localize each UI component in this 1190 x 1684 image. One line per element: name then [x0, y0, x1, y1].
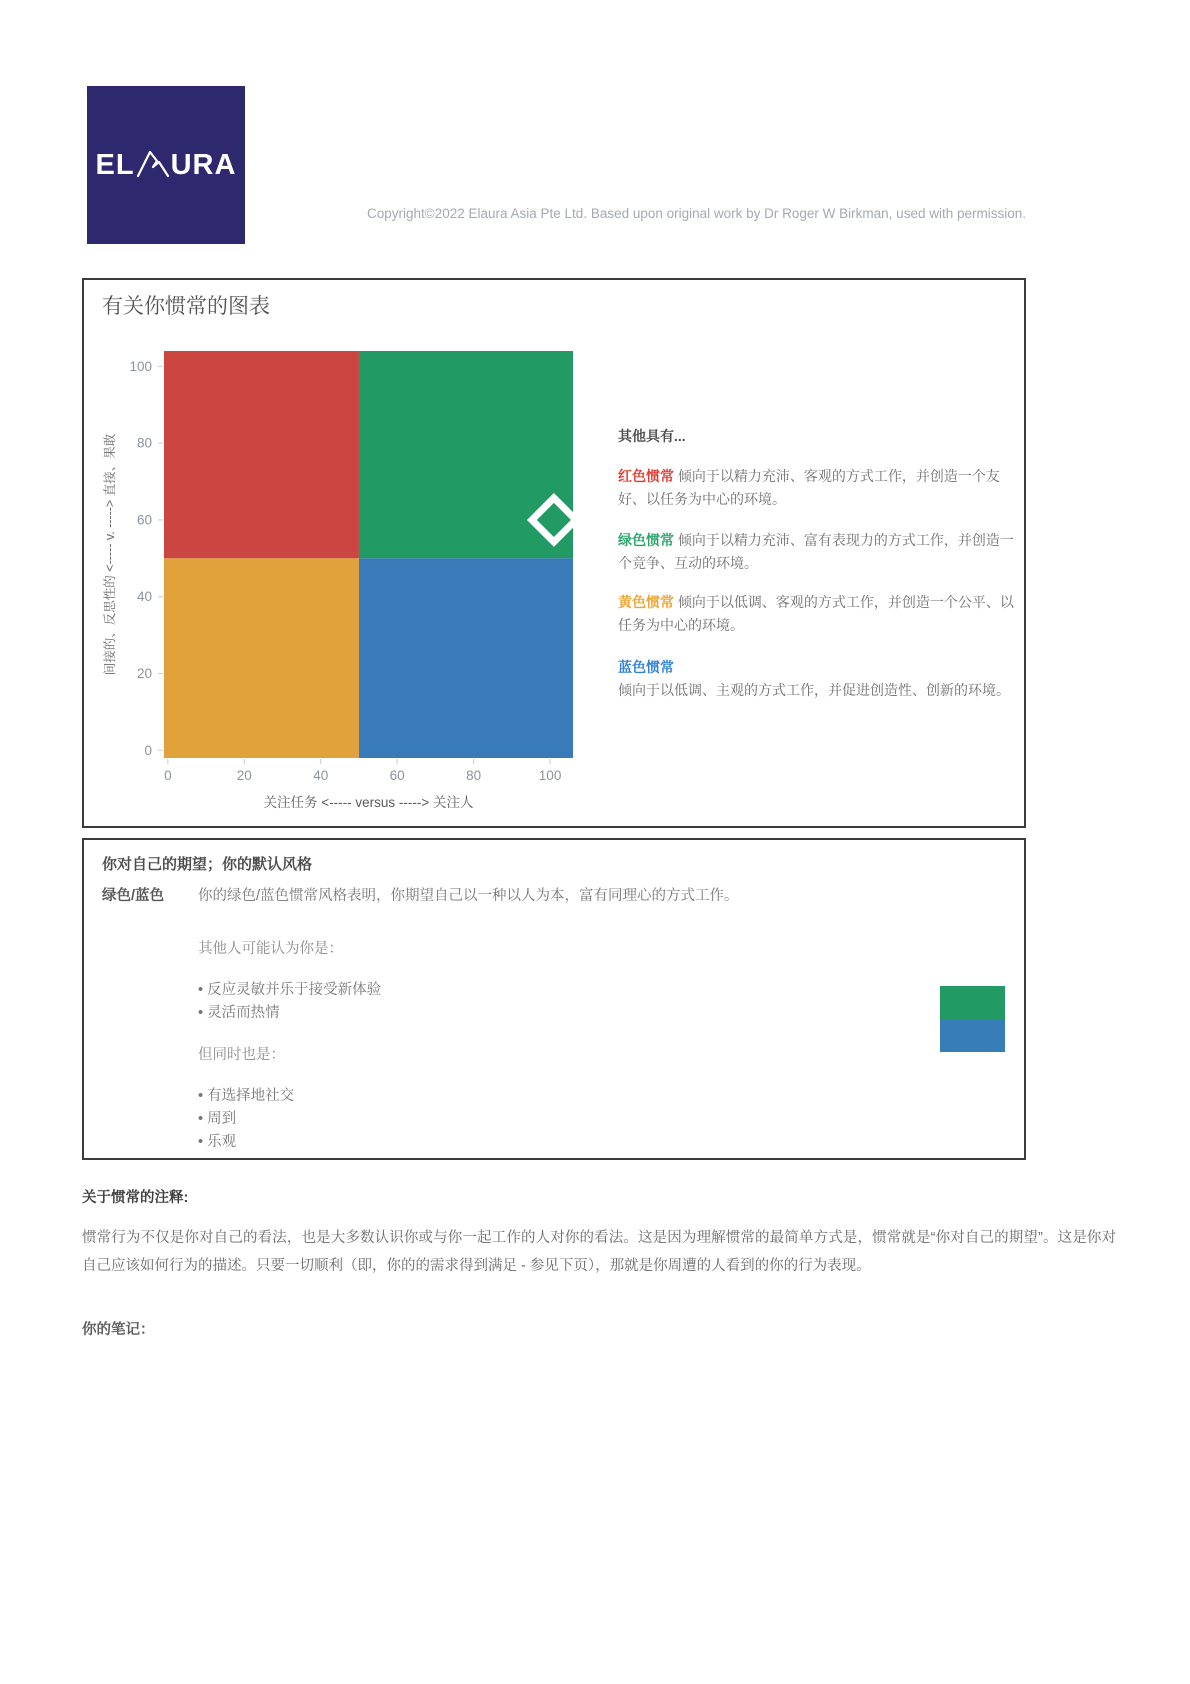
red-style-desc: 倾向于以精力充沛、客观的方式工作，并创造一个友好、以任务为中心的环境。: [618, 468, 1000, 507]
blue-style-label: 蓝色惯常: [618, 659, 674, 675]
y-axis-label: 间接的、反思性的 <----- v. -----> 直接、果敢: [103, 433, 117, 676]
green-color-swatch: [940, 986, 1005, 1019]
your-notes-label: 你的笔记：: [82, 1322, 155, 1338]
others-heading: 其他人可能认为你是：: [198, 941, 343, 957]
expectations-box: [82, 838, 1026, 1160]
yellow-style-label: 黄色惯常: [618, 594, 674, 610]
legend-heading: 其他具有...: [618, 428, 686, 444]
y-tick-label: 80: [136, 435, 152, 451]
yellow-style-desc: 倾向于以低调、客观的方式工作，并创造一个公平、以任务为中心的环境。: [618, 594, 1014, 633]
other-trait-item: • 周到: [198, 1107, 236, 1128]
y-tick-label: 100: [129, 358, 152, 374]
green-style-label: 绿色惯常: [618, 532, 674, 548]
style-row-text: 你的绿色/蓝色惯常风格表明，你期望自己以一种以人为本，富有同理心的方式工作。: [198, 888, 739, 904]
y-tick-label: 20: [136, 666, 152, 682]
y-tick-label: 0: [144, 742, 152, 758]
elaura-logo: [87, 86, 245, 244]
x-tick-label: 100: [538, 768, 562, 783]
x-tick-label: 0: [164, 768, 172, 783]
green-style-desc: 倾向于以精力充沛、富有表现力的方式工作，并创造一个竞争、互动的环境。: [618, 532, 1014, 571]
quadrant-chart: [84, 320, 644, 820]
other-trait-item: • 乐观: [198, 1130, 236, 1151]
copyright-line: Copyright©2022 Elaura Asia Pte Ltd. Based upon original work by Dr Roger W Birkman, used with permission.: [366, 206, 1026, 221]
blue-quadrant: [359, 558, 573, 758]
notes-heading: 关于惯常的注释:: [82, 1190, 189, 1206]
y-tick-label: 60: [136, 512, 152, 528]
yellow-quadrant: [164, 558, 359, 758]
elaura-logo-word: [96, 149, 237, 182]
x-tick-label: 40: [313, 768, 329, 783]
legend-item-blue: [618, 656, 1024, 702]
mountain-icon: [136, 148, 170, 178]
expectations-header: 你对自己的期望；你的默认风格: [102, 856, 313, 873]
chart-title: 有关你惯常的图表: [102, 295, 270, 318]
positive-trait-item: • 反应灵敏并乐于接受新体验: [198, 978, 381, 999]
y-tick-label: 40: [136, 589, 152, 605]
red-quadrant: [164, 351, 359, 558]
red-style-label: 红色惯常: [618, 468, 674, 484]
legend-item-yellow: [618, 591, 1024, 637]
logo-text-pre: EL: [95, 148, 135, 181]
logo-text-post: URA: [170, 148, 237, 181]
blue-style-desc: 倾向于以低调、主观的方式工作，并促进创造性、创新的环境。: [618, 682, 1010, 698]
other-trait-item: • 有选择地社交: [198, 1084, 294, 1105]
x-tick-label: 20: [236, 768, 252, 783]
x-tick-label: 80: [466, 768, 482, 783]
style-row-label: 绿色/蓝色: [102, 888, 165, 904]
x-tick-label: 60: [389, 768, 405, 783]
usual-chart-box: [82, 278, 1026, 828]
x-axis-label: 关注任务 <----- versus -----> 关注人: [263, 795, 474, 810]
but-heading: 但同时也是：: [198, 1047, 285, 1063]
positive-trait-item: • 灵活而热情: [198, 1001, 280, 1022]
notes-paragraph: 惯常行为不仅是你对自己的看法，也是大多数认识你或与你一起工作的人对你的看法。这是因为理解惯常的最简单方式是，惯常就是“你对自己的期望”。这是你对自己应该如何行为的描述。只要一切顺利（即，你的的需求得到满足 - 参见下页），那就是你周遭的人看到的你的行为表现。: [82, 1230, 1116, 1274]
blue-color-swatch: [940, 1019, 1005, 1052]
legend-item-green: [618, 529, 1024, 575]
legend-item-red: [618, 465, 1024, 511]
